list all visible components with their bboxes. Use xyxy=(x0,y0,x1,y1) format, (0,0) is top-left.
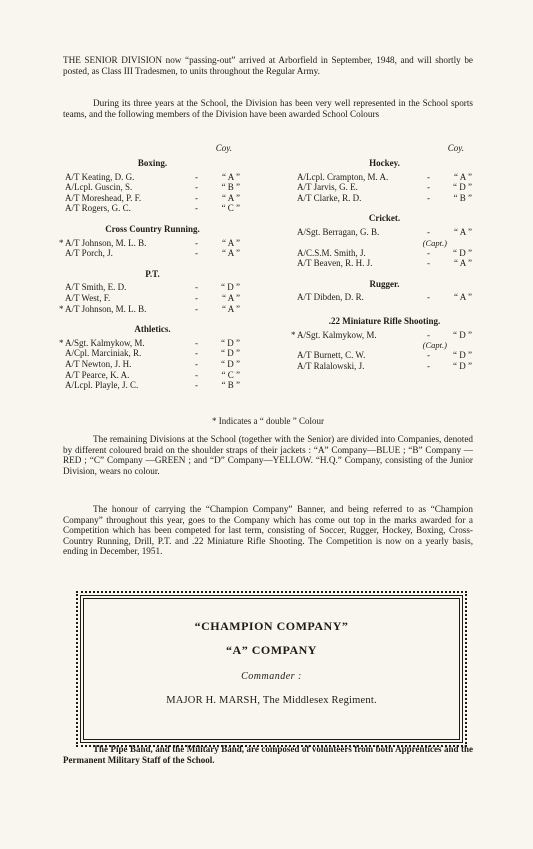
banner-commander-name: MAJOR H. MARSH, The Middlesex Regiment. xyxy=(166,695,377,706)
captain-note: (Capt.) xyxy=(422,237,447,248)
entry-company: “ A ” xyxy=(222,171,240,182)
entry-dash: - xyxy=(195,303,198,314)
cricket-list xyxy=(297,227,472,269)
entry-dash: - xyxy=(427,182,430,193)
entry-company: “ D ” xyxy=(221,358,240,369)
entry-name: A/Sgt. Kalmykow, M. xyxy=(65,337,145,348)
entry-company: “ D ” xyxy=(453,329,472,340)
entry-company: “ A ” xyxy=(222,237,240,248)
champion-company-banner xyxy=(80,595,463,743)
section-title-cross-country: Cross Country Running. xyxy=(105,223,200,234)
entry-company: “ C ” xyxy=(221,369,240,380)
rugger-list xyxy=(297,292,472,303)
banner-commander-label: Commander : xyxy=(241,671,302,682)
section-title-hockey: Hockey. xyxy=(369,158,400,168)
coy-column-label-right: Coy. xyxy=(447,143,464,153)
entry-company: “ D ” xyxy=(453,350,472,361)
entry-company: “ A ” xyxy=(454,171,472,182)
companies-paragraph: The remaining Divisions at the School (together with the Senior) are divided into Companies, denoted by different coloured braid on the shoulder straps of their jackets : “A” Company—BLUE ; “B” Company —RED ; “C” Company —GREEN ; and “D” Company—YELLOW. “H.Q.” Company, consisting of the Junior Division, wears no colour. xyxy=(63,434,473,476)
entry-company: “ A ” xyxy=(454,292,472,303)
entry-dash: - xyxy=(195,380,198,391)
entry-dash: - xyxy=(195,348,198,359)
section-title-pt: P.T. xyxy=(145,268,160,279)
captain-note: (Capt.) xyxy=(422,340,447,351)
colour-entry xyxy=(297,248,472,259)
section-title-athletics: Athletics. xyxy=(134,324,171,335)
colour-entry xyxy=(65,248,240,259)
colour-entry xyxy=(297,258,472,269)
entry-name: A/T Porch, J. xyxy=(65,248,113,259)
colour-entry xyxy=(297,227,472,238)
entry-company: “ A ” xyxy=(222,292,240,303)
entry-company: “ D ” xyxy=(221,348,240,359)
banner-title: “CHAMPION COMPANY” xyxy=(194,619,349,633)
cross-country-list xyxy=(59,237,240,259)
entry-name: A/T Moreshead, P. F. xyxy=(65,192,142,203)
section-title-boxing: Boxing. xyxy=(137,158,168,168)
boxing-list xyxy=(65,172,240,214)
colour-entry xyxy=(65,380,240,391)
colour-entry xyxy=(65,348,240,359)
colour-entry xyxy=(65,203,240,214)
double-colour-star: * xyxy=(59,337,64,348)
entry-company: “ D ” xyxy=(453,182,472,193)
entry-dash: - xyxy=(195,337,198,348)
colour-entry xyxy=(65,172,240,183)
colour-entry xyxy=(291,329,472,341)
entry-name: A/T Clarke, R. D. xyxy=(297,192,362,203)
entry-dash: - xyxy=(427,350,430,361)
entry-dash: - xyxy=(427,360,430,371)
colour-entry xyxy=(65,193,240,204)
double-colour-star: * xyxy=(291,329,296,340)
colour-entry xyxy=(297,182,472,193)
entry-name: A/T Beaven, R. H. J. xyxy=(297,258,373,269)
entry-company: “ A ” xyxy=(222,248,240,259)
entry-dash: - xyxy=(427,292,430,303)
coy-column-label: Coy. xyxy=(215,143,232,153)
entry-company: “ A ” xyxy=(222,192,240,203)
entry-dash: - xyxy=(195,358,198,369)
entry-name: A/T Jarvis, G. E. xyxy=(297,182,358,193)
entry-company: “ D ” xyxy=(453,360,472,371)
entry-dash: - xyxy=(195,203,198,214)
colours-paragraph: During its three years at the School, the Division has been very well represented in the School sports teams, and the following members of the Division have been awarded School Colours xyxy=(63,98,473,119)
colour-entry xyxy=(65,282,240,293)
colour-entry xyxy=(65,293,240,304)
entry-dash: - xyxy=(195,248,198,259)
entry-company: “ C ” xyxy=(221,203,240,214)
athletics-list xyxy=(59,337,240,391)
entry-dash: - xyxy=(195,292,198,303)
entry-dash: - xyxy=(427,258,430,269)
entry-name: A/T Johnson, M. L. B. xyxy=(65,303,147,314)
entry-name: A/T Rogers, G. C. xyxy=(65,203,131,214)
entry-dash: - xyxy=(195,192,198,203)
entry-company: “ A ” xyxy=(222,303,240,314)
bands-paragraph: The Pipe Band, and the Military Band, are composed of volunteers from both Apprentices and the Permanent Military Staff of the School. xyxy=(63,744,473,765)
entry-name: A/Lcpl. Guscin, S. xyxy=(65,182,133,193)
entry-name: A/T Keating, D. G. xyxy=(65,171,135,182)
entry-name: A/C.S.M. Smith, J. xyxy=(297,247,366,258)
entry-name: A/T Johnson, M. L. B. xyxy=(65,237,147,248)
colour-entry xyxy=(297,172,472,183)
entry-dash: - xyxy=(195,282,198,293)
entry-name: A/Lcpl. Playle, J. C. xyxy=(65,380,139,391)
entry-company: “ D ” xyxy=(453,247,472,258)
section-title-rugger: Rugger. xyxy=(369,278,400,289)
entry-name: A/T West, F. xyxy=(65,292,111,303)
entry-dash: - xyxy=(427,171,430,182)
entry-name: A/Sgt. Berragan, G. B. xyxy=(297,226,380,237)
entry-company: “ A ” xyxy=(454,258,472,269)
double-colour-star: * xyxy=(59,303,64,314)
section-title-cricket: Cricket. xyxy=(368,213,401,224)
entry-company: “ B ” xyxy=(221,182,240,193)
colour-entry xyxy=(297,361,472,372)
colour-entry xyxy=(65,182,240,193)
banner-company: “A” COMPANY xyxy=(226,643,317,657)
rifle-list xyxy=(291,329,472,372)
entry-dash: - xyxy=(427,226,430,237)
entry-name: A/T Smith, E. D. xyxy=(65,282,127,293)
entry-dash: - xyxy=(195,171,198,182)
entry-company: “ B ” xyxy=(453,192,472,203)
entry-company: “ A ” xyxy=(454,226,472,237)
entry-dash: - xyxy=(427,329,430,340)
section-title-rifle-shooting: .22 Miniature Rifle Shooting. xyxy=(328,315,441,326)
champion-company-paragraph: The honour of carrying the “Champion Company” Banner, and being referred to as “Champion Company” throughout this year, goes to the Company which has come out top in the marks awarded for a Competition which has been competed for last term, consisting of Soccer, Rugger, Hockey, Boxing, Cross-Country Running, Drill, P.T. and .22 Miniature Rifle Shooting. The Competition is now on a yearly basis, ending in December, 1951. xyxy=(63,504,473,557)
double-colour-star: * xyxy=(59,237,64,248)
colour-entry xyxy=(65,370,240,381)
entry-name: A/Sgt. Kalmykow, M. xyxy=(297,329,377,340)
entry-dash: - xyxy=(427,192,430,203)
colour-entry xyxy=(59,303,240,315)
colour-entry xyxy=(59,237,240,249)
entry-name: A/Lcpl. Crampton, M. A. xyxy=(297,171,389,182)
intro-paragraph: THE SENIOR DIVISION now “passing-out” arrived at Arborfield in September, 1948, and will shortly be posted, as Class III Tradesmen, to units throughout the Regular Army. xyxy=(63,55,473,76)
pt-list xyxy=(59,282,240,314)
entry-dash: - xyxy=(195,369,198,380)
colours-list-left xyxy=(59,143,240,391)
entry-name: A/T Ralalowski, J. xyxy=(297,360,365,371)
entry-company: “ B ” xyxy=(221,380,240,391)
entry-name: A/T Burnett, C. W. xyxy=(297,350,366,361)
entry-company: “ D ” xyxy=(221,282,240,293)
hockey-list xyxy=(297,172,472,204)
colours-list-right xyxy=(291,143,472,371)
colour-entry xyxy=(297,193,472,204)
colour-entry xyxy=(65,359,240,370)
entry-dash: - xyxy=(427,247,430,258)
entry-dash: - xyxy=(195,237,198,248)
entry-name: A/T Pearce, K. A. xyxy=(65,369,130,380)
entry-name: A/T Dibden, D. R. xyxy=(297,292,364,303)
entry-name: A/T Newton, J. H. xyxy=(65,358,132,369)
entry-company: “ D ” xyxy=(221,337,240,348)
colour-entry xyxy=(297,350,472,361)
entry-name: A/Cpl. Marciniak, R. xyxy=(65,348,142,359)
colour-entry xyxy=(297,292,472,303)
double-colour-footnote: * Indicates a “ double ” Colour xyxy=(212,416,324,426)
entry-dash: - xyxy=(195,182,198,193)
colour-entry xyxy=(59,337,240,349)
